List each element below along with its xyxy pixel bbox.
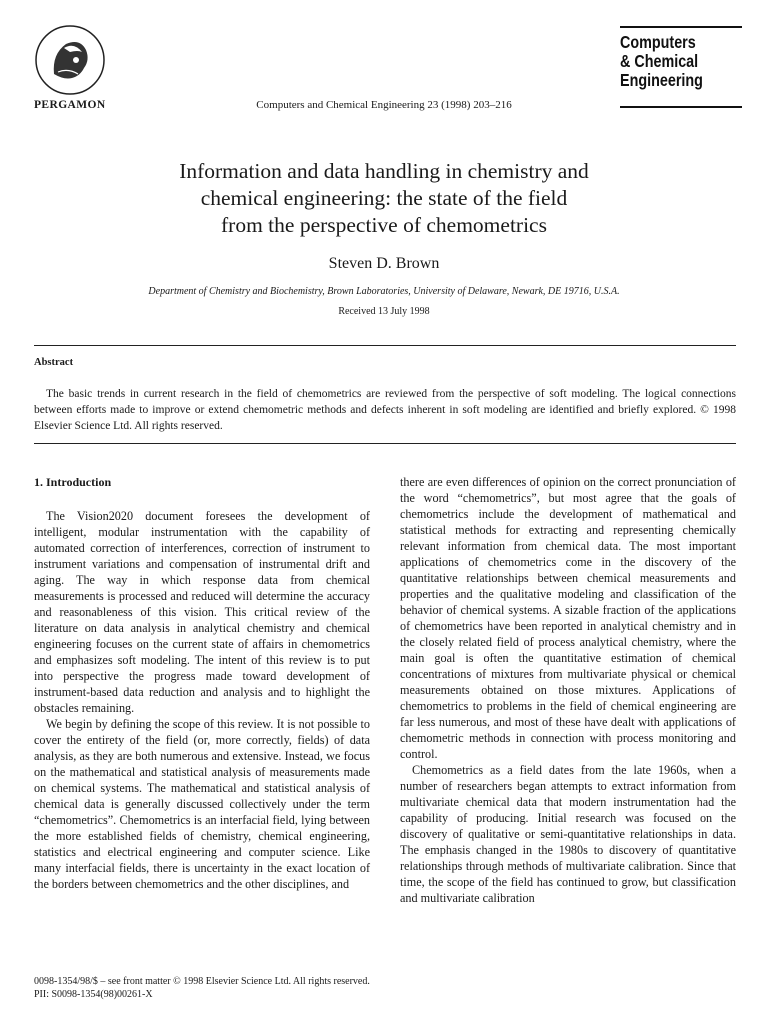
journal-brand-line: & Chemical (620, 51, 699, 71)
received-date: Received 13 July 1998 (338, 306, 430, 317)
journal-brand-line: Computers (620, 32, 696, 52)
body-paragraph: The Vision2020 document foresees the development of intelligent, modular instrumentation with the capability of automated correction of interferences, correction of instrument to instrument variations and compensation of instrumental drift and aging. The way in which response data from chemical measurements is processed and reduced will determine the accuracy and reasonableness of this vision. This critical review of the literature on data analysis in analytical chemistry and chemical engineering focuses on the current state of affairs in chemometrics and emphasizes soft modeling. The intent of this review is to put into perspective the progress made toward development of instrument-based data reduction and analysis and to highlight the obstacles remaining. (34, 509, 370, 715)
title-line: from the perspective of chemometrics (221, 213, 547, 237)
abstract-rule-bottom (34, 443, 736, 444)
journal-brand (620, 33, 718, 90)
publisher-name: PERGAMON (34, 99, 106, 111)
body-paragraph: there are even differences of opinion on the correct pronunciation of the word “chemometrics”, but most agree that the goals of chemometrics include the development of mathematical and statistical methods for extracting and representing chemically relevant information from chemical data. The most important applications of chemometrics come in the discovery of the quantitative relationships between chemical measurements and properties and the qualitative modeling and classification of the behavior of chemical systems. A sizable fraction of the applications of chemometrics have been reported in analytical chemistry and in the closely related field of process analytical chemistry, where the main goal is often the quantitative estimation of chemical concentrations of mixtures from multivariate physical or chemical measurements obtained on those mixtures. Applications of chemometrics to problems in the field of chemical engineering are far less numerous, and most of these have dealt with applications of chemometric methods in connection with process monitoring and control. (400, 475, 736, 761)
abstract-text: The basic trends in current research in the field of chemometrics are reviewed from the perspective of soft modeling. The logical connections between efforts made to improve or extend chemometric methods and defects inherent in soft modeling are identified and briefly explored. © 1998 Elsevier Science Ltd. All rights reserved. (34, 388, 736, 432)
brand-rule-top (620, 26, 742, 28)
journal-brand-line: Engineering (620, 70, 703, 90)
footer-copyright: 0098-1354/98/$ – see front matter © 1998 Elsevier Science Ltd. All rights reserved. (34, 976, 370, 987)
body-paragraph: We begin by defining the scope of this review. It is not possible to cover the entirety of the field (or, more correctly, fields) of data analysis, as they are both numerous and extensive. Instead, we focus on the mathematical and statistical analysis of measurements made on chemical systems. The mathematical and statistical analysis of chemical data is generally discussed collectively under the term “chemometrics”. Chemometrics is an interfacial field, lying between the more established fields of chemistry, chemical engineering, statistics and electrical engineering and computer science. Like many interfacial fields, there is uncertainty in the exact location of the borders between chemometrics and the other disciplines, and (34, 717, 370, 891)
footer-pii: PII: S0098-1354(98)00261-X (34, 989, 153, 1000)
author-name: Steven D. Brown (328, 255, 440, 272)
author-affiliation: Department of Chemistry and Biochemistry, Brown Laboratories, University of Delaware, Newark, DE 19716, U.S.A. (148, 286, 620, 297)
article-title (0, 158, 768, 239)
page-footer (34, 975, 370, 1001)
right-column (400, 474, 736, 906)
abstract-heading: Abstract (34, 357, 74, 368)
journal-reference: Computers and Chemical Engineering 23 (1998) 203–216 (256, 99, 512, 111)
pergamon-logo-icon (34, 24, 106, 96)
section-heading: 1. Introduction (34, 475, 112, 489)
brand-rule-bottom (620, 106, 742, 108)
abstract-rule-top (34, 345, 736, 346)
body-paragraph: Chemometrics as a field dates from the late 1960s, when a number of researchers began attempts to extract information from multivariate chemical data that modern instrumentation had the capability of producing. Initial research was focused on the discovery of qualitative or semi-quantitative relationships in data. The emphasis changed in the 1980s to discovery of quantitative relationships through methods of multivariate calibration. Since that time, the scope of the field has continued to grow, but classification and multivariate calibration (400, 763, 736, 905)
title-line: Information and data handling in chemistry and (179, 159, 589, 183)
left-column (34, 474, 370, 892)
title-line: chemical engineering: the state of the field (200, 186, 568, 210)
